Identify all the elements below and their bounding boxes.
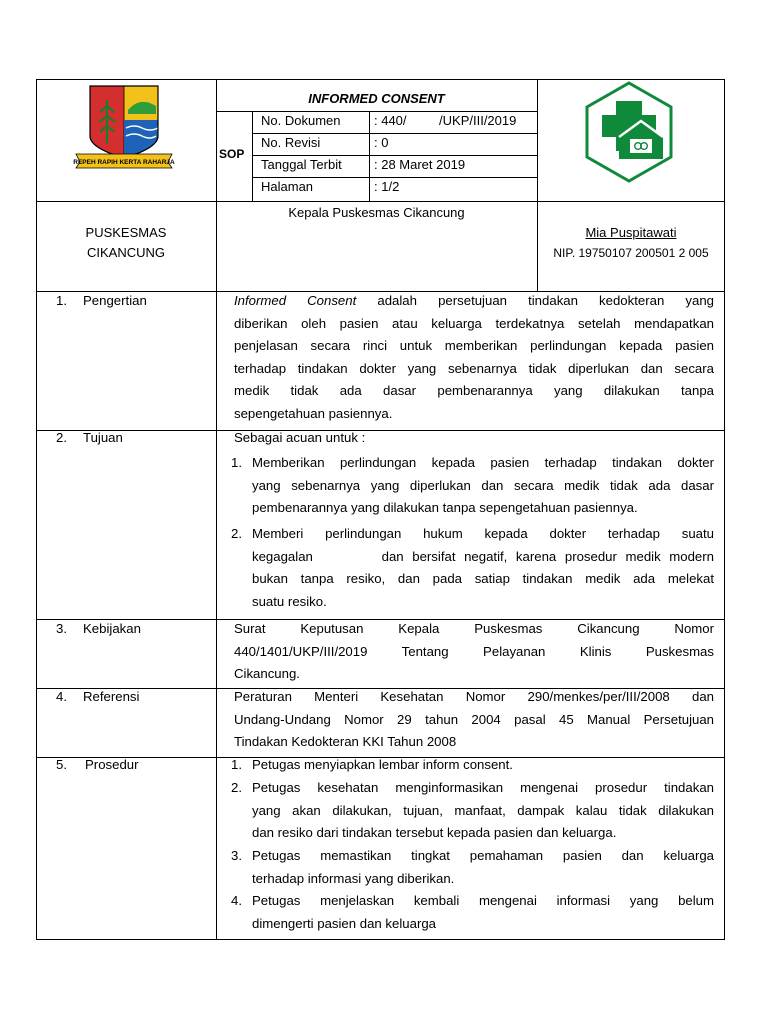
list-item-line: yang akan dilakukan, tujuan, manfaat, dampak kalau tidak dilakukan xyxy=(252,802,714,818)
list-item-line: kegagalan dan bersifat negatif, karena prosedur medik modern xyxy=(252,548,714,564)
list-item-line: Petugas menyiapkan lembar inform consent. xyxy=(252,757,513,772)
section-title: Prosedur xyxy=(85,757,139,772)
section-text-line: sepengetahuan pasiennya. xyxy=(234,406,393,421)
list-number: 4. xyxy=(231,893,242,908)
divider xyxy=(252,111,253,201)
org-name-line1: PUSKESMAS xyxy=(85,225,167,240)
divider xyxy=(252,177,537,178)
list-number: 1. xyxy=(231,455,242,470)
section-text-line: Tindakan Kedokteran KKI Tahun 2008 xyxy=(234,734,457,750)
list-item-line: terhadap informasi yang diberikan. xyxy=(252,870,455,886)
section-text-line: Undang-Undang Nomor 29 tahun 2004 pasal 45 Manual Persetujuan xyxy=(234,711,714,727)
section-text-line: diberikan oleh pasien atau keluarga terdekatnya setelah mendapatkan xyxy=(234,315,714,331)
puskesmas-logo xyxy=(583,81,675,185)
section-title: Pengertian xyxy=(83,293,147,308)
field-label-revisi: No. Revisi xyxy=(261,135,321,150)
section-text-line xyxy=(234,290,714,313)
field-value-revisi: : 0 xyxy=(374,135,389,150)
list-item-line: dan resiko dari tindakan tersebut kepada pasien dan keluarga. xyxy=(252,825,617,841)
list-item-line: yang sebenarnya yang diperlukan dan secara medik tidak ada dasar xyxy=(252,477,714,493)
divider xyxy=(252,133,537,134)
signatory-nip: NIP. 19750107 200501 2 005 xyxy=(553,246,709,260)
divider xyxy=(252,155,537,156)
list-number: 2. xyxy=(231,526,242,541)
section-number: 1. xyxy=(56,293,67,308)
signatory-name: Mia Puspitawati xyxy=(585,225,677,240)
sop-label: SOP xyxy=(219,147,245,161)
list-number: 1. xyxy=(231,757,242,772)
divider xyxy=(216,111,537,112)
section-title: Kebijakan xyxy=(83,621,141,636)
section-number: 3. xyxy=(56,621,67,636)
document-title: INFORMED CONSENT xyxy=(308,91,445,106)
section-number: 5. xyxy=(56,757,67,772)
section-number: 2. xyxy=(56,430,67,445)
divider xyxy=(36,201,725,202)
section-title: Referensi xyxy=(83,689,140,704)
crest-motto: REPEH RAPIH KERTA RAHARJA xyxy=(73,159,175,166)
divider xyxy=(36,430,725,431)
field-value-tanggal: : 28 Maret 2019 xyxy=(374,157,466,172)
section-title: Tujuan xyxy=(83,430,123,445)
section-text-line: Peraturan Menteri Kesehatan Nomor 290/menkes/per/III/2008 dan xyxy=(234,689,714,704)
list-item-line: suatu resiko. xyxy=(252,593,327,609)
section-text-line: penjelasan secara rinci untuk memberikan perlindungan kepada pasien xyxy=(234,338,714,354)
list-item-line: bukan tanpa resiko, dan pada satiap tindakan medik ada melekat xyxy=(252,571,714,587)
org-name-line2: CIKANCUNG xyxy=(86,245,165,260)
regency-crest-logo xyxy=(72,84,176,170)
list-item-line: dimengerti pasien dan keluarga xyxy=(252,915,437,931)
section-text-line: 440/1401/UKP/III/2019 Tentang Pelayanan Klinis Puskesmas xyxy=(234,643,714,659)
field-value-halaman: : 1/2 xyxy=(374,179,400,194)
field-value-dokumen: : 440/ /UKP/III/2019 xyxy=(374,113,517,128)
divider xyxy=(369,111,370,201)
list-item-line: Petugas kesehatan menginformasikan mengenai prosedur tindakan xyxy=(252,780,714,795)
field-label-halaman: Halaman xyxy=(261,179,314,194)
section-text-line: terhadap tindakan dokter yang sebenarnya tidak diperlukan dan secara xyxy=(234,360,714,376)
section-intro: Sebagai acuan untuk : xyxy=(234,430,366,445)
section-text-line: Surat Keputusan Kepala Puskesmas Cikancung Nomor xyxy=(234,621,714,636)
field-label-dokumen: No. Dokumen xyxy=(261,113,341,128)
list-number: 3. xyxy=(231,848,242,863)
list-item-line: Memberi perlindungan hukum kepada dokter terhadap suatu xyxy=(252,526,714,541)
list-item-line: Petugas memastikan tingkat pemahaman pasien dan keluarga xyxy=(252,848,714,863)
section-text-fragment: adalah persetujuan tindakan kedokteran yang xyxy=(377,293,714,308)
list-item-line: Petugas menjelaskan kembali mengenai informasi yang belum xyxy=(252,893,714,908)
list-item-line: pembenarannya yang dilakukan tanpa sepengetahuan pasiennya. xyxy=(252,500,638,516)
section-number: 4. xyxy=(56,689,67,704)
list-number: 2. xyxy=(231,780,242,795)
informed-consent-term: Informed Consent xyxy=(234,293,357,308)
signatory-title: Kepala Puskesmas Cikancung xyxy=(288,205,465,220)
field-label-tanggal: Tanggal Terbit xyxy=(261,157,342,172)
list-item-line: Memberikan perlindungan kepada pasien terhadap tindakan dokter xyxy=(252,455,714,470)
section-text-line: Cikancung. xyxy=(234,666,300,682)
section-text-line: medik tidak ada dasar pembenarannya yang dilakukan tanpa xyxy=(234,383,714,399)
